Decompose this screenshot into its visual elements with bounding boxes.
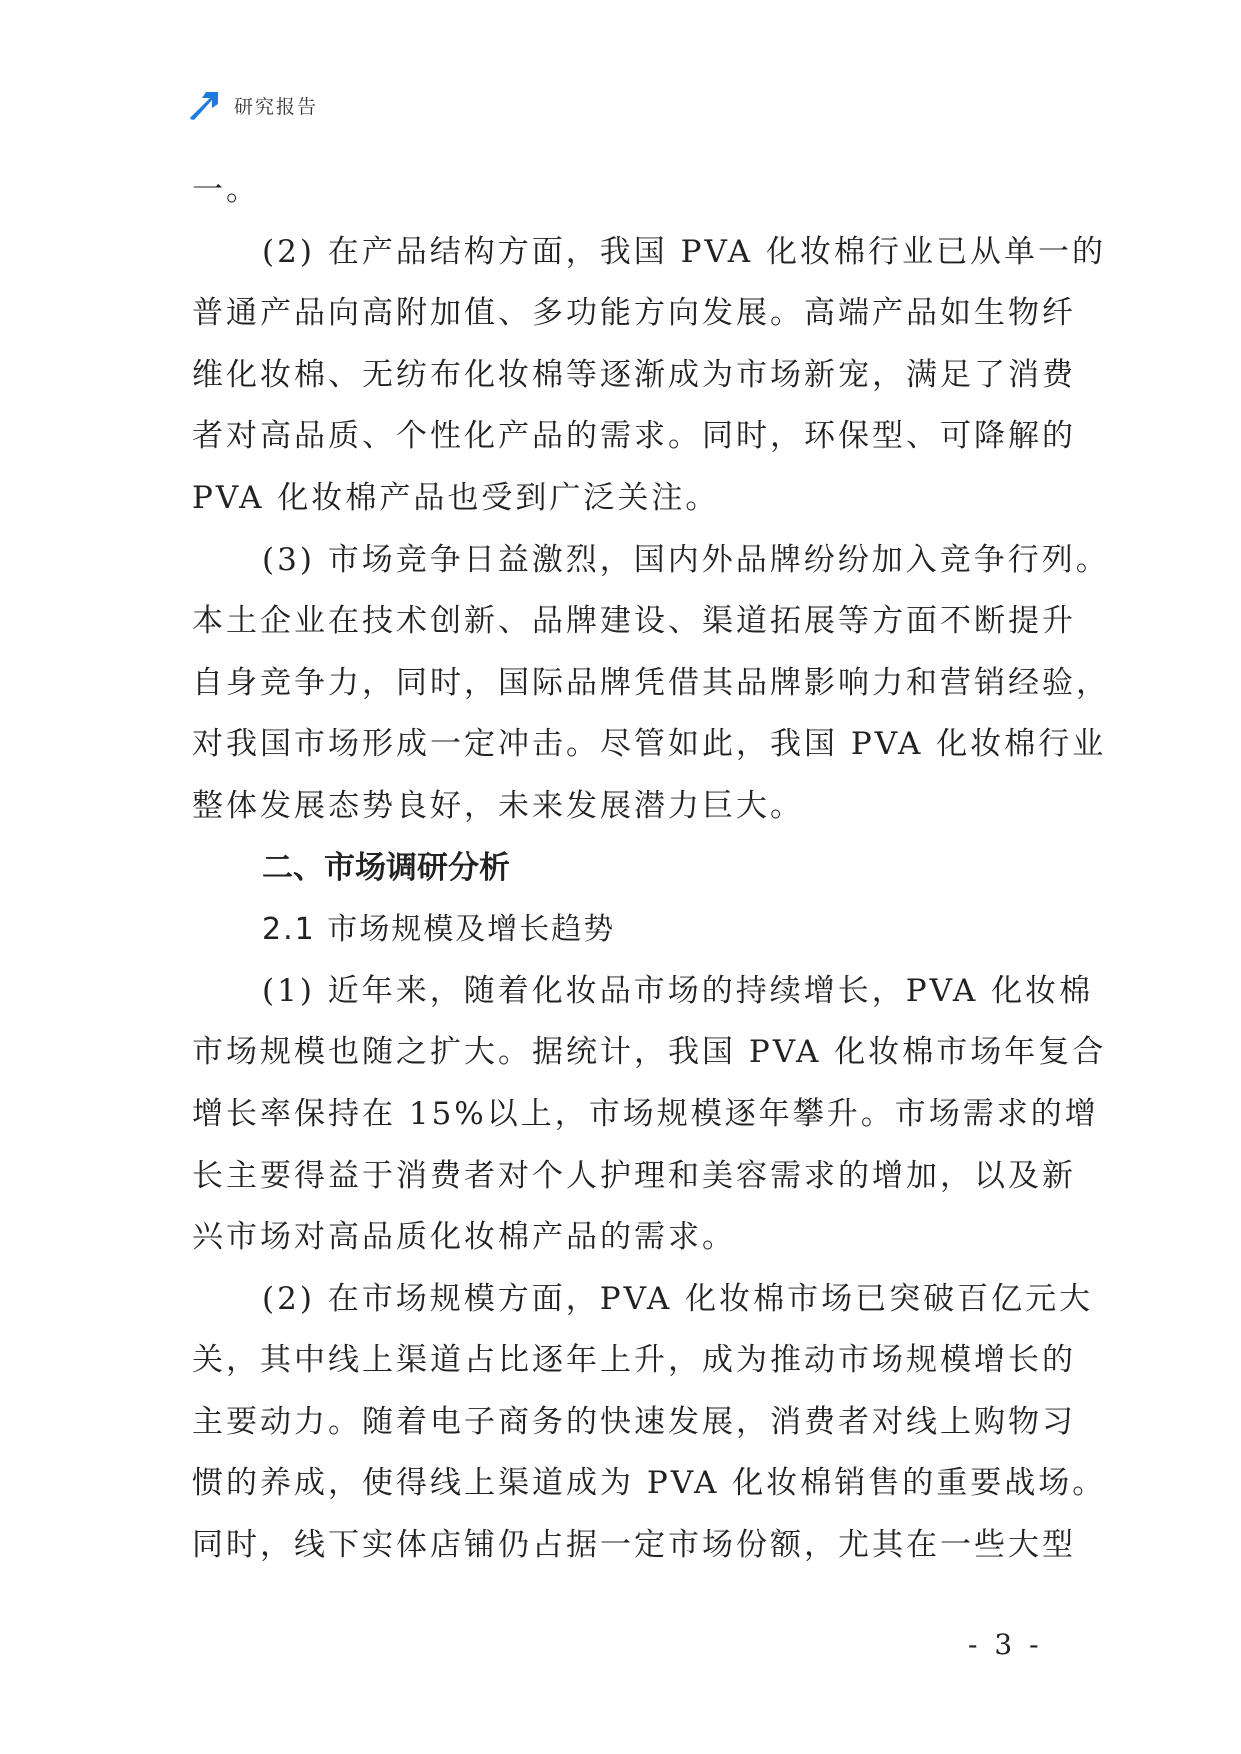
text-line: 惯的养成，使得线上渠道成为 PVA 化妆棉销售的重要战场。 — [192, 1465, 1107, 1502]
text-line: 主要动力。随着电子商务的快速发展，消费者对线上购物习 — [192, 1403, 1076, 1440]
text-line: 长主要得益于消费者对个人护理和美容需求的增加，以及新 — [192, 1157, 1076, 1194]
text-line: (3) 市场竞争日益激烈，国内外品牌纷纷加入竞争行列。 — [262, 541, 1110, 578]
text-line: 增长率保持在 15%以上，市场规模逐年攀升。市场需求的增 — [192, 1095, 1099, 1132]
text-line: 同时，线下实体店铺仍占据一定市场份额，尤其在一些大型 — [192, 1527, 1076, 1564]
text-line: (2) 在产品结构方面，我国 PVA 化妆棉行业已从单一的 — [262, 233, 1107, 270]
document-body — [192, 160, 1110, 1577]
report-header — [188, 88, 318, 122]
arrow-logo-icon — [188, 88, 222, 122]
text-line: 对我国市场形成一定冲击。尽管如此，我国 PVA 化妆棉行业 — [192, 726, 1107, 763]
text-line: 维化妆棉、无纺布化妆棉等逐渐成为市场新宠，满足了消费 — [192, 356, 1076, 393]
page-number: - 3 - — [968, 1628, 1043, 1661]
text-line: 普通产品向高附加值、多功能方向发展。高端产品如生物纤 — [192, 295, 1076, 332]
section-heading: 二、市场调研分析 — [262, 849, 510, 886]
text-line: 兴市场对高品质化妆棉产品的需求。 — [192, 1219, 736, 1256]
text-line: (1) 近年来，随着化妆品市场的持续增长，PVA 化妆棉 — [262, 972, 1094, 1009]
text-line: 自身竞争力，同时，国际品牌凭借其品牌影响力和营销经验， — [192, 664, 1110, 701]
text-line: 整体发展态势良好，未来发展潜力巨大。 — [192, 787, 804, 824]
text-line: PVA 化妆棉产品也受到广泛关注。 — [192, 479, 720, 516]
text-line: 本土企业在技术创新、品牌建设、渠道拓展等方面不断提升 — [192, 603, 1076, 640]
text-line: (2) 在市场规模方面，PVA 化妆棉市场已突破百亿元大 — [262, 1280, 1094, 1317]
text-line: 关，其中线上渠道占比逐年上升，成为推动市场规模增长的 — [192, 1342, 1076, 1379]
subsection-heading: 2.1 市场规模及增长趋势 — [262, 912, 616, 948]
text-line: 市场规模也随之扩大。据统计，我国 PVA 化妆棉市场年复合 — [192, 1034, 1107, 1071]
text-line: 一。 — [192, 172, 260, 208]
text-line: 者对高品质、个性化产品的需求。同时，环保型、可降解的 — [192, 418, 1076, 455]
report-header-title: 研究报告 — [234, 95, 319, 118]
